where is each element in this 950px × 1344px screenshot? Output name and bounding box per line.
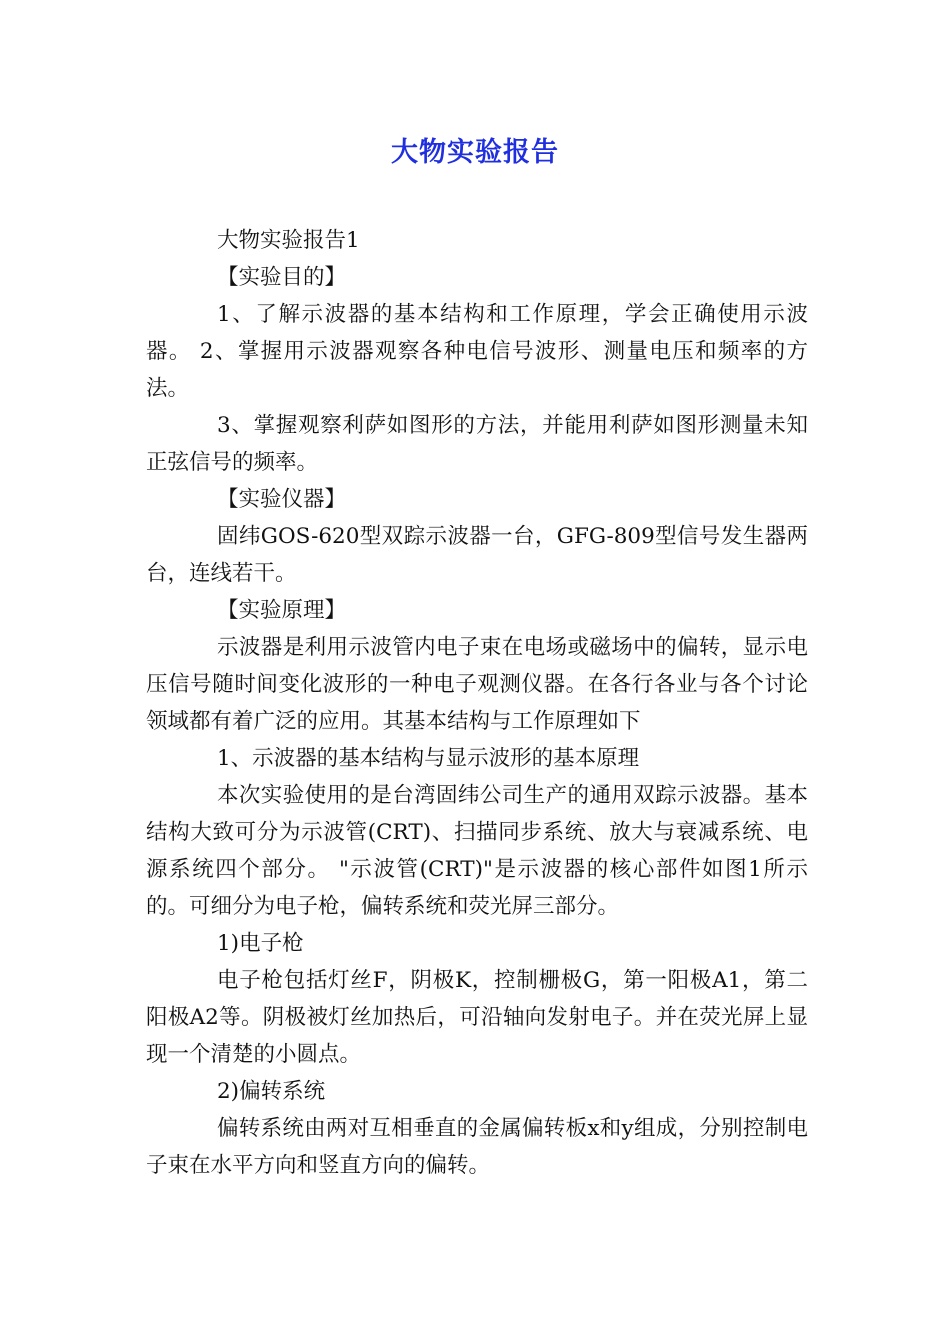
subsection-heading-structure: 1、示波器的基本结构与显示波形的基本原理 [217, 746, 640, 771]
section-heading-instruments: 【实验仪器】 [217, 487, 347, 512]
document-body [146, 222, 808, 1184]
instruments-paragraph: 固纬GOS-620型双踪示波器一台，GFG-809型信号发生器两台，连线若干。 [146, 524, 808, 586]
section-heading-purpose: 【实验目的】 [217, 265, 347, 290]
structure-paragraph: 本次实验使用的是台湾固纬公司生产的通用双踪示波器。基本结构大致可分为示波管(CRT)、扫描同步系统、放大与衰减系统、电源系统四个部分。 "示波管(CRT)"是示波器的核心部件如图1所示的。可细分为电子枪，偏转系统和荧光屏三部分。 [146, 783, 808, 919]
subsection-heading-electron-gun: 1)电子枪 [217, 931, 304, 956]
report-heading: 大物实验报告1 [217, 228, 360, 253]
purpose-item-1-2: 1、了解示波器的基本结构和工作原理，学会正确使用示波器。 2、掌握用示波器观察各种电信号波形、测量电压和频率的方法。 [146, 302, 808, 401]
subsection-heading-deflection: 2)偏转系统 [217, 1079, 326, 1104]
deflection-paragraph: 偏转系统由两对互相垂直的金属偏转板x和y组成，分别控制电子束在水平方向和竖直方向的偏转。 [146, 1116, 808, 1178]
document-title: 大物实验报告 [391, 137, 559, 168]
purpose-item-3: 3、掌握观察利萨如图形的方法，并能用利萨如图形测量未知正弦信号的频率。 [146, 413, 808, 475]
electron-gun-paragraph: 电子枪包括灯丝F，阴极K，控制栅极G，第一阳极A1，第二阳极A2等。阴极被灯丝加热后，可沿轴向发射电子。并在荧光屏上显现一个清楚的小圆点。 [146, 968, 808, 1067]
section-heading-principle: 【实验原理】 [217, 598, 347, 623]
principle-intro-paragraph: 示波器是利用示波管内电子束在电场或磁场中的偏转，显示电压信号随时间变化波形的一种电子观测仪器。在各行各业与各个讨论领域都有着广泛的应用。其基本结构与工作原理如下 [146, 635, 808, 734]
